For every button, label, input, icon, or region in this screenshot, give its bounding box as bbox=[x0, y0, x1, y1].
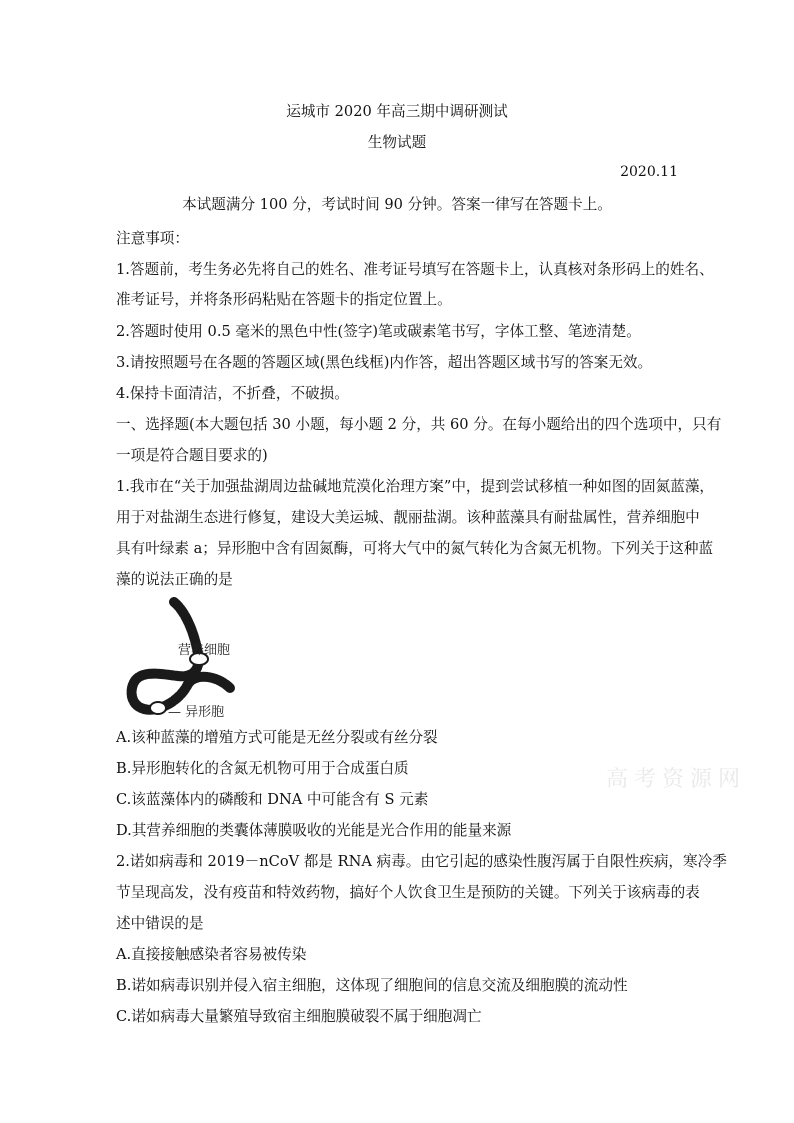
notes-heading: 注意事项： bbox=[116, 230, 189, 247]
question-1-line-3: 具有叶绿素 a；异形胞中含有固氮酶，可将大气中的氮气转化为含氮无机物。下列关于这种蓝 bbox=[116, 540, 714, 557]
exam-date: 2020.11 bbox=[620, 164, 678, 180]
question-1-line-1: 1.我市在“关于加强盐湖周边盐碱地荒漠化治理方案”中，提到尝试移植一种如图的固氮蓝藻， bbox=[116, 478, 715, 495]
section-1-heading-line-2: 一项是符合题目要求的) bbox=[116, 447, 268, 464]
watermark: 高考资源网 bbox=[606, 767, 747, 792]
section-1-heading-line-1: 一、选择题(本大题包括 30 小题，每小题 2 分，共 60 分。在每小题给出的四个选项中，只有 bbox=[116, 416, 722, 433]
question-1-line-2: 用于对盐湖生态进行修复，建设大美运城、靓丽盐湖。该种蓝藻具有耐盐属性，营养细胞中 bbox=[116, 509, 700, 526]
heterocyst-cell bbox=[150, 702, 166, 714]
subject-title: 生物试题 bbox=[367, 134, 427, 151]
question-2-line-3: 述中错误的是 bbox=[116, 915, 204, 932]
question-2-option-b: B.诺如病毒识别并侵入宿主细胞，这体现了细胞间的信息交流及细胞膜的流动性 bbox=[116, 977, 628, 994]
question-2-line-1: 2.诺如病毒和 2019－nCoV 都是 RNA 病毒。由它引起的感染性腹泻属于自限性疾病，寒冷季 bbox=[116, 853, 727, 870]
question-1-option-c: C.该蓝藻体内的磷酸和 DNA 中可能含有 S 元素 bbox=[116, 791, 429, 808]
cyanobacteria-filament-drawing bbox=[122, 596, 242, 724]
note-item-1-line-2: 准考证号，并将条形码粘贴在答题卡的指定位置上。 bbox=[116, 291, 452, 308]
note-item-1-line-1: 1.答题前，考生务必先将自己的姓名、准考证号填写在答题卡上，认真核对条形码上的姓名、 bbox=[116, 261, 714, 278]
question-2-line-2: 节呈现高发，没有疫苗和特效药物，搞好个人饮食卫生是预防的关键。下列关于该病毒的表 bbox=[116, 884, 700, 901]
exam-title: 运城市 2020 年高三期中调研测试 bbox=[286, 103, 508, 120]
question-1-line-4: 藻的说法正确的是 bbox=[116, 571, 233, 588]
exam-intro: 本试题满分 100 分，考试时间 90 分钟。答案一律写在答题卡上。 bbox=[182, 196, 612, 213]
question-2-option-a: A.直接接触感染者容易被传染 bbox=[116, 946, 307, 963]
question-1-option-b: B.异形胞转化的含氮无机物可用于合成蛋白质 bbox=[116, 760, 409, 777]
label-vegetative-cell: 营养细胞 bbox=[178, 643, 231, 658]
note-item-4: 4.保持卡面清洁，不折叠，不破损。 bbox=[116, 385, 349, 402]
question-1-option-a: A.该种蓝藻的增殖方式可能是无丝分裂或有丝分裂 bbox=[116, 729, 438, 746]
question-1-option-d: D.其营养细胞的类囊体薄膜吸收的光能是光合作用的能量来源 bbox=[116, 822, 512, 839]
question-2-option-c: C.诺如病毒大量繁殖导致宿主细胞膜破裂不属于细胞凋亡 bbox=[116, 1008, 482, 1025]
cyanobacteria-filament-figure bbox=[122, 596, 242, 724]
note-item-2: 2.答题时使用 0.5 毫米的黑色中性(签字)笔或碳素笔书写，字体工整、笔迹清楚。 bbox=[116, 323, 641, 340]
label-heterocyst: — 异形胞 bbox=[168, 705, 225, 720]
note-item-3: 3.请按照题号在各题的答题区域(黑色线框)内作答，超出答题区域书写的答案无效。 bbox=[116, 354, 653, 371]
